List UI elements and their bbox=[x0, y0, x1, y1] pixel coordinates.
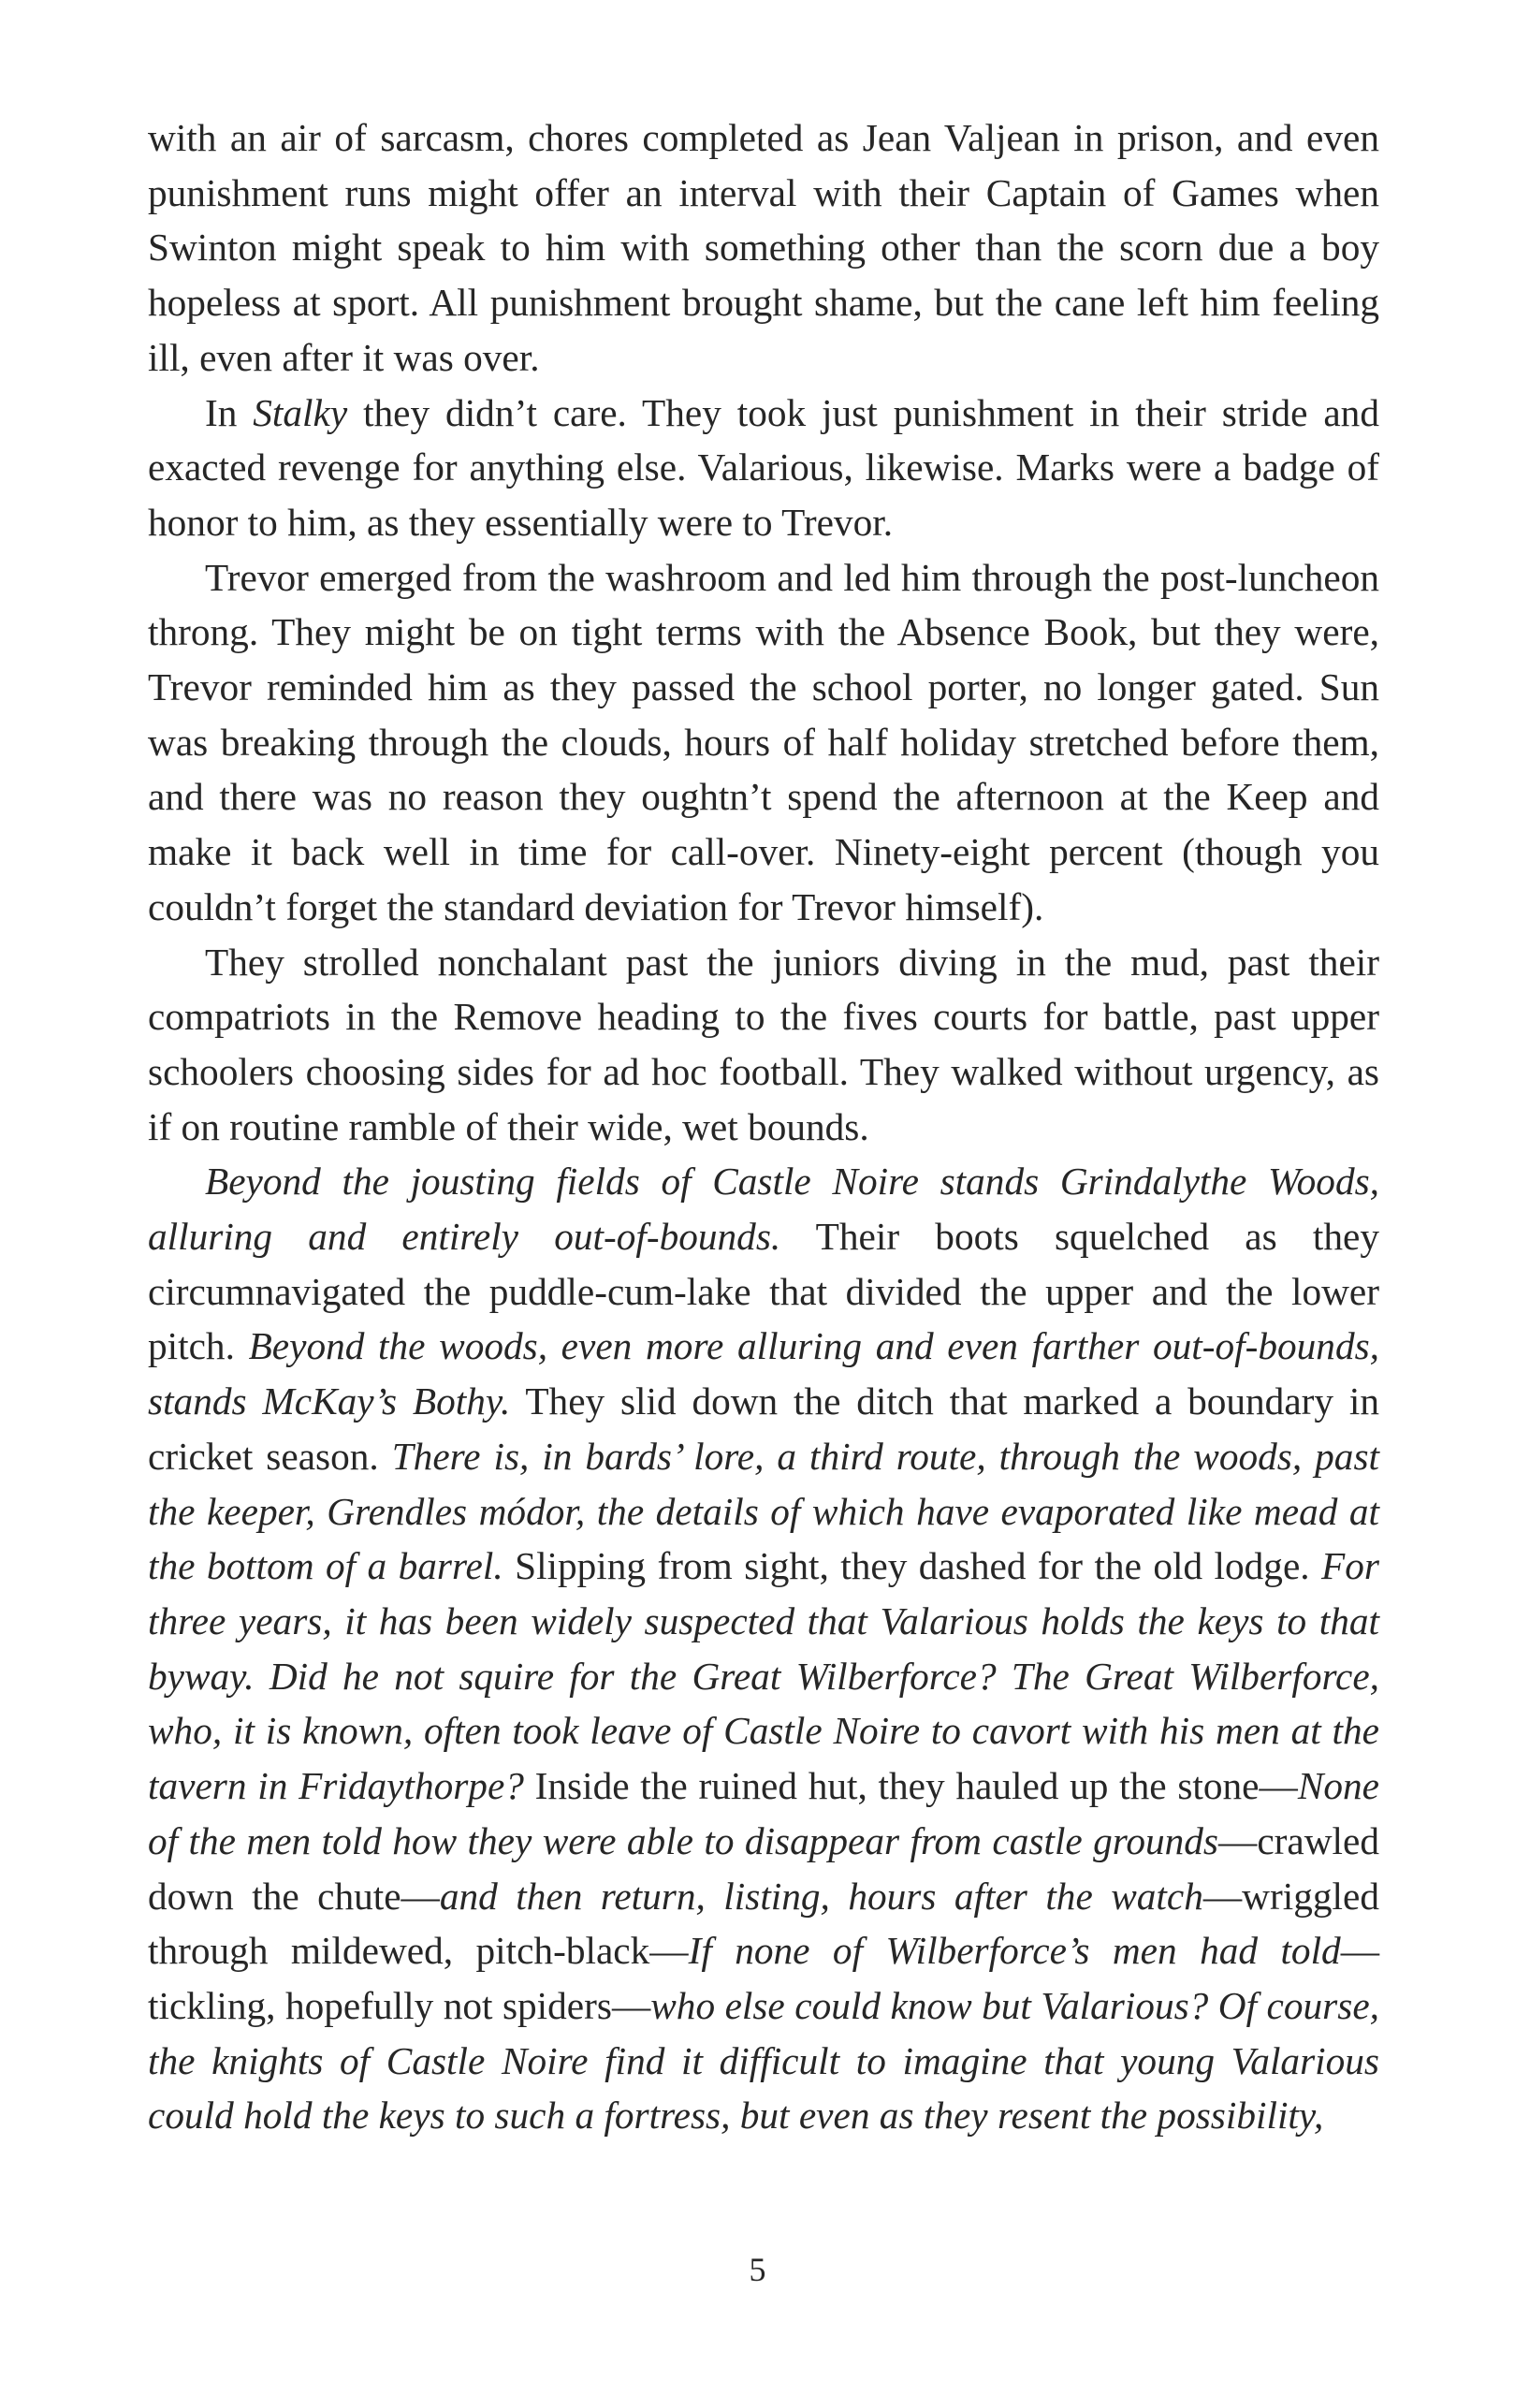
paragraph bbox=[148, 386, 1379, 550]
text-run: Their boots squelched as they circumnavigated the puddle-cum-lake that divided the upper and the lower pitch. bbox=[148, 1215, 1379, 1368]
italic-text: For three years, it has been widely suspected that Valarious holds the keys to that byway. Did he not squire for the Great Wilberforce? The Great Wilberforce, who, it is known, often took leave of Castle Noire to cavort with his men at the tavern in Fridaythorpe? bbox=[148, 1544, 1379, 1808]
text-run: Trevor emerged from the washroom and led him through the post-luncheon throng. They might be on tight terms with the Absence Book, but they were, Trevor reminded him as they passed the school porter, no longer gated. Sun was breaking through the clouds, hours of half holiday stretched before them, and there was no reason they oughtn’t spend the afternoon at the Keep and make it back well in time for call-over. Ninety-eight percent (though you couldn’t forget the standard deviation for Trevor himself). bbox=[148, 555, 1379, 928]
italic-text: Beyond the jousting fields of Castle Noire stands Grindalythe Woods, alluring and entirely out-of-bounds. bbox=[148, 1160, 1379, 1259]
paragraph bbox=[148, 1154, 1379, 2143]
paragraph bbox=[148, 935, 1379, 1155]
text-run: with an air of sarcasm, chores completed as Jean Valjean in prison, and even punishment runs might offer an interval with their Captain of Games when Swinton might speak to him with something other than the scorn due a boy hopeless at sport. All punishment brought shame, but the cane left him feeling ill, even after it was over. bbox=[148, 116, 1379, 379]
italic-text: and then return, listing, hours after the watch bbox=[439, 1874, 1203, 1918]
text-run: —tickling, hopefully not spiders— bbox=[148, 1929, 1379, 2027]
italic-text: None of the men told how they were able to disappear from castle grounds bbox=[148, 1764, 1379, 1862]
text-run: They strolled nonchalant past the juniors diving in the mud, past their compatriots in the Remove heading to the fives courts for battle, past upper schoolers choosing sides for ad hoc football. They walked without urgency, as if on routine ramble of their wide, wet bounds. bbox=[148, 940, 1379, 1148]
text-run: Inside the ruined hut, they hauled up the stone— bbox=[523, 1764, 1298, 1808]
text-run: They slid down the ditch that marked a boundary in cricket season. bbox=[148, 1379, 1379, 1478]
italic-text: There is, in bards’ lore, a third route, through the woods, past the keeper, Grendles módor, the details of which have evaporated like mead at the bottom of a barrel. bbox=[148, 1434, 1379, 1588]
page-body bbox=[148, 110, 1379, 2143]
italic-text: Beyond the woods, even more alluring and even farther out-of-bounds, stands McKay’s Bothy. bbox=[148, 1324, 1379, 1423]
text-run: Slipping from sight, they dashed for the old lodge. bbox=[503, 1544, 1322, 1588]
text-run: they didn’t care. They took just punishment in their stride and exacted revenge for anything else. Valarious, likewise. Marks were a badge of honor to him, as they essentially were to Trevor. bbox=[148, 390, 1379, 544]
paragraph bbox=[148, 110, 1379, 386]
page-number: 5 bbox=[749, 2251, 766, 2288]
text-run: —crawled down the chute— bbox=[148, 1818, 1379, 1918]
text-run: —wriggled through mildewed, pitch-black— bbox=[148, 1874, 1379, 1973]
text-run: In bbox=[205, 390, 254, 434]
italic-text: Stalky bbox=[253, 390, 348, 434]
paragraph bbox=[148, 550, 1379, 935]
italic-text: who else could know but Valarious? Of course, the knights of Castle Noire find it difficult to imagine that young Valarious could hold the keys to such a fortress, but even as they resent the possibility, bbox=[148, 1983, 1379, 2138]
italic-text: If none of Wilberforce’s men had told bbox=[688, 1929, 1341, 1973]
